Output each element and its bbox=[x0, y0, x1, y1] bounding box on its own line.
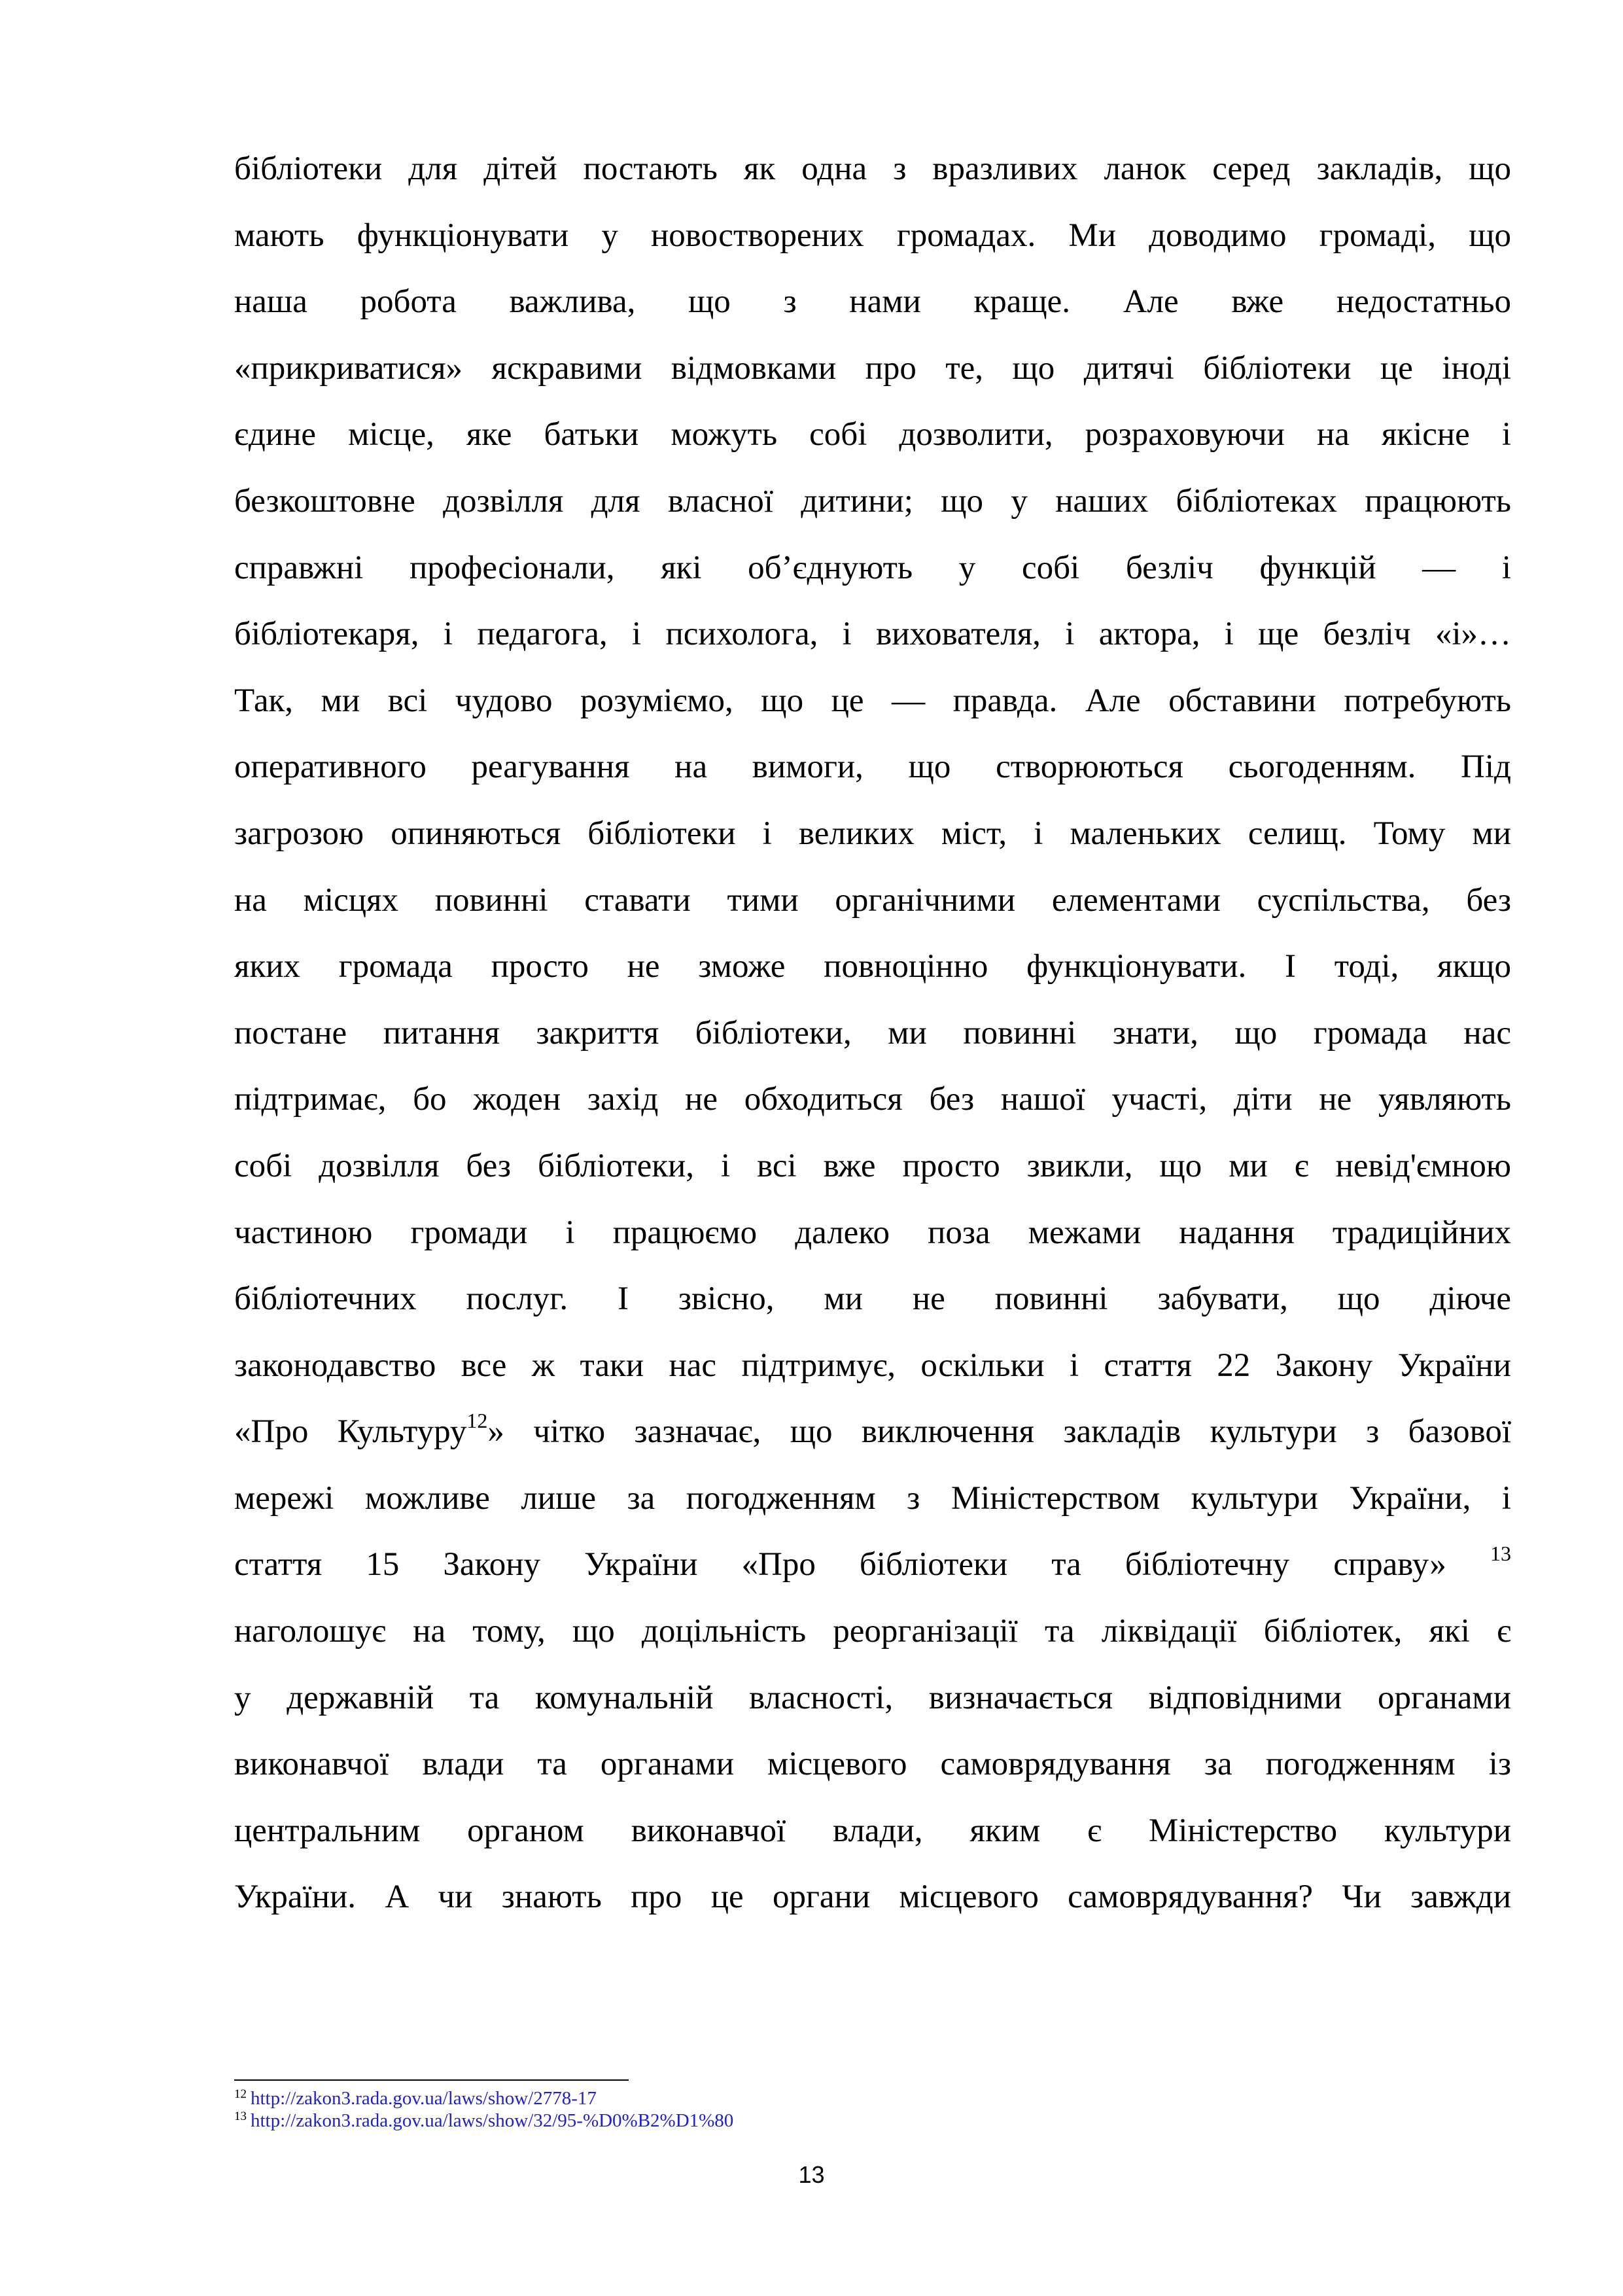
text-line: Так, ми всі чудово розуміємо, що це — правда. Але обставини потребують bbox=[234, 682, 1511, 719]
footnote-link[interactable]: http://zakon3.rada.gov.ua/laws/show/32/95-%D0%B2%D1%80 bbox=[251, 2110, 734, 2131]
text-line: частиною громади і працюємо далеко поза межами надання традиційних bbox=[234, 1214, 1511, 1251]
text-line: постане питання закриття бібліотеки, ми повинні знати, що громада нас bbox=[234, 1014, 1511, 1051]
text-line: безкоштовне дозвілля для власної дитини; що у наших бібліотеках працюють bbox=[234, 482, 1511, 520]
text-line: загрозою опиняються бібліотеки і великих міст, і маленьких селищ. Тому ми bbox=[234, 815, 1511, 852]
footnote-number: 13 bbox=[234, 2110, 247, 2123]
text-line: собі дозвілля без бібліотеки, і всі вже просто звикли, що ми є невід'ємною bbox=[234, 1147, 1511, 1184]
footnote-number: 12 bbox=[234, 2087, 247, 2101]
footnote-13 bbox=[234, 2110, 1281, 2132]
footnote-link[interactable]: http://zakon3.rada.gov.ua/laws/show/2778-17 bbox=[251, 2088, 597, 2109]
text-line: бібліотеки для дітей постають як одна з вразливих ланок серед закладів, що bbox=[234, 150, 1511, 187]
text-line: на місцях повинні ставати тими органічними елементами суспільства, без bbox=[234, 881, 1511, 919]
text-line: наголошує на тому, що доцільність реорганізації та ліквідації бібліотек, які є bbox=[234, 1613, 1511, 1650]
text-line: наша робота важлива, що з нами краще. Але вже недостатньо bbox=[234, 283, 1511, 321]
text-line: «прикриватися» яскравими відмовками про те, що дитячі бібліотеки це іноді bbox=[234, 349, 1511, 387]
text-line: України. А чи знають про це органи місцевого самоврядування? Чи завжди bbox=[234, 1879, 1511, 1916]
footnotes bbox=[234, 2087, 1281, 2132]
text-line: мережі можливе лише за погодженням з Міністерством культури України, і bbox=[234, 1479, 1511, 1517]
text-line: яких громада просто не зможе повноцінно функціонувати. І тоді, якщо bbox=[234, 948, 1511, 985]
text-line: бібліотекаря, і педагога, і психолога, і вихователя, і актора, і ще безліч «і»… bbox=[234, 616, 1511, 653]
text-line: справжні професіонали, які об’єднують у собі безліч функцій — і bbox=[234, 549, 1511, 586]
footnote-separator bbox=[234, 2079, 629, 2081]
text-line: у державній та комунальній власності, визначається відповідними органами bbox=[234, 1679, 1511, 1716]
page-number: 13 bbox=[798, 2161, 825, 2188]
text-line: оперативного реагування на вимоги, що створюються сьогоденням. Під bbox=[234, 749, 1511, 786]
line-segment: стаття 15 Закону України «Про бібліотеки та бібліотечну справу» bbox=[234, 1546, 1446, 1583]
text-line: виконавчої влади та органами місцевого самоврядування за погодженням із bbox=[234, 1746, 1511, 1783]
text-line: єдине місце, яке батьки можуть собі дозволити, розраховуючи на якісне і bbox=[234, 416, 1511, 453]
text-line: центральним органом виконавчої влади, яким є Міністерство культури bbox=[234, 1812, 1511, 1849]
text-line: підтримає, бо жоден захід не обходиться без нашої участі, діти не уявляють bbox=[234, 1081, 1511, 1118]
text-line: законодавство все ж таки нас підтримує, оскільки і стаття 22 Закону України bbox=[234, 1347, 1511, 1384]
line-segment: » чітко зазначає, що виключення закладів культури з базової bbox=[487, 1413, 1511, 1451]
text-line-with-footnote-ref bbox=[234, 1532, 1511, 1598]
text-line-with-footnote-ref bbox=[234, 1399, 1511, 1466]
footnote-reference-13[interactable]: 13 bbox=[1490, 1542, 1511, 1566]
footnote-12 bbox=[234, 2087, 1281, 2110]
text-line: бібліотечних послуг. І звісно, ми не повинні забувати, що діюче bbox=[234, 1280, 1511, 1318]
line-segment: «Про Культуру bbox=[234, 1413, 467, 1451]
text-line: мають функціонувати у новостворених громадах. Ми доводимо громаді, що bbox=[234, 217, 1511, 254]
body-text bbox=[234, 136, 1511, 1931]
footnote-reference-12[interactable]: 12 bbox=[466, 1409, 488, 1433]
